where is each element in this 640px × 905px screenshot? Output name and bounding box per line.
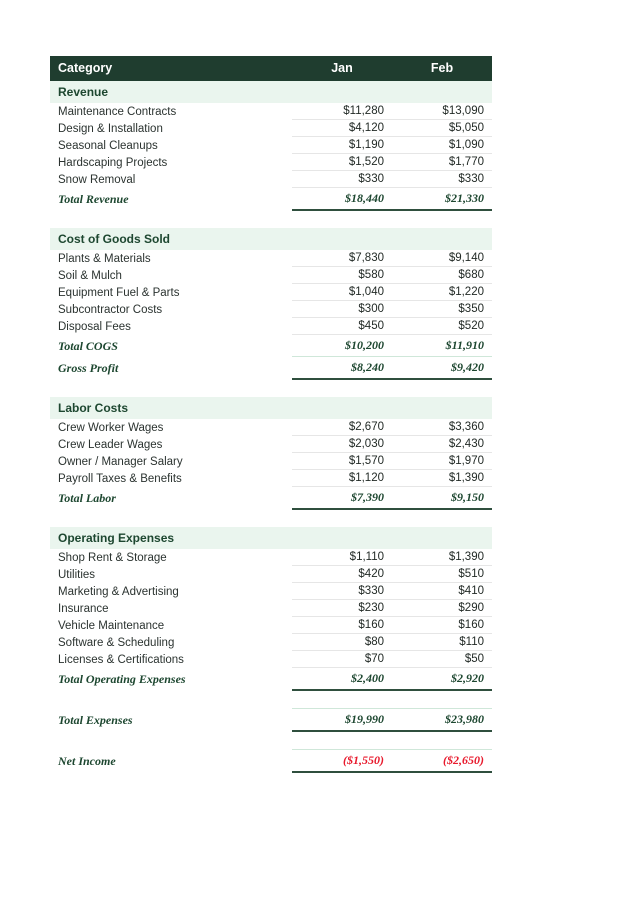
row-value-feb: $3,360	[392, 419, 492, 436]
section-spacer-jan	[292, 527, 392, 549]
section-title: Labor Costs	[50, 397, 292, 419]
table-row[interactable]	[50, 137, 492, 154]
spacer-cell	[292, 379, 392, 397]
section-spacer-jan	[292, 81, 392, 103]
section-header-row	[50, 527, 492, 549]
row-label: Soil & Mulch	[58, 269, 122, 282]
spacer-cell	[50, 731, 292, 750]
table-row[interactable]	[50, 301, 492, 318]
table-row[interactable]	[50, 318, 492, 335]
table-body	[50, 81, 492, 772]
row-value-jan: $1,040	[292, 284, 392, 301]
spacer-cell	[292, 210, 392, 228]
table-row[interactable]	[50, 600, 492, 617]
row-value-feb: $9,140	[392, 250, 492, 267]
table-row[interactable]	[50, 453, 492, 470]
row-label: Insurance	[58, 602, 109, 615]
row-label: Marketing & Advertising	[58, 585, 179, 598]
total-row	[50, 357, 492, 380]
table-row[interactable]	[50, 267, 492, 284]
column-header-jan[interactable]: Jan	[292, 56, 392, 81]
row-label: Disposal Fees	[58, 320, 131, 333]
total-value-jan: ($1,550)	[292, 750, 392, 773]
section-spacer-feb	[392, 527, 492, 549]
row-value-jan: $1,190	[292, 137, 392, 154]
section-header-row	[50, 228, 492, 250]
spacer-cell	[392, 690, 492, 709]
total-label: Total Operating Expenses	[58, 672, 186, 686]
row-label: Hardscaping Projects	[58, 156, 168, 169]
table-row[interactable]	[50, 103, 492, 120]
table-row[interactable]	[50, 284, 492, 301]
spacer-cell	[50, 509, 292, 527]
row-value-jan: $580	[292, 267, 392, 284]
section-spacer-jan	[292, 228, 392, 250]
row-label: Design & Installation	[58, 122, 163, 135]
row-value-feb: $1,390	[392, 470, 492, 487]
row-label: Owner / Manager Salary	[58, 455, 183, 468]
total-label: Total Expenses	[58, 713, 133, 727]
row-value-jan: $230	[292, 600, 392, 617]
row-value-feb: $160	[392, 617, 492, 634]
spacer-cell	[50, 690, 292, 709]
table-row[interactable]	[50, 651, 492, 668]
row-value-jan: $11,280	[292, 103, 392, 120]
total-value-jan: $10,200	[292, 335, 392, 357]
row-value-jan: $70	[292, 651, 392, 668]
table-row[interactable]	[50, 436, 492, 453]
total-value-jan: $19,990	[292, 709, 392, 732]
row-value-jan: $330	[292, 583, 392, 600]
row-value-feb: $1,970	[392, 453, 492, 470]
total-row	[50, 335, 492, 357]
profit-and-loss-sheet	[50, 56, 492, 773]
row-value-feb: $5,050	[392, 120, 492, 137]
row-label: Utilities	[58, 568, 96, 581]
row-label: Licenses & Certifications	[58, 653, 184, 666]
section-title: Revenue	[50, 81, 292, 103]
total-value-jan: $18,440	[292, 188, 392, 211]
row-value-jan: $300	[292, 301, 392, 318]
total-row	[50, 487, 492, 510]
spacer-cell	[392, 509, 492, 527]
row-value-jan: $2,670	[292, 419, 392, 436]
row-value-feb: $330	[392, 171, 492, 188]
row-label: Plants & Materials	[58, 252, 151, 265]
total-row	[50, 668, 492, 691]
row-value-feb: $13,090	[392, 103, 492, 120]
total-value-jan: $2,400	[292, 668, 392, 691]
spacer-cell	[392, 210, 492, 228]
row-value-feb: $350	[392, 301, 492, 318]
row-value-jan: $450	[292, 318, 392, 335]
total-value-feb: $9,420	[392, 357, 492, 380]
spacer-row	[50, 509, 492, 527]
table-row[interactable]	[50, 120, 492, 137]
table-header	[50, 56, 492, 81]
row-label: Shop Rent & Storage	[58, 551, 167, 564]
total-row	[50, 750, 492, 773]
section-title: Cost of Goods Sold	[50, 228, 292, 250]
total-row	[50, 188, 492, 211]
spacer-cell	[292, 690, 392, 709]
spacer-cell	[50, 210, 292, 228]
row-value-jan: $1,520	[292, 154, 392, 171]
spacer-cell	[292, 509, 392, 527]
spacer-cell	[50, 379, 292, 397]
row-value-feb: $50	[392, 651, 492, 668]
row-label: Payroll Taxes & Benefits	[58, 472, 182, 485]
total-value-feb: ($2,650)	[392, 750, 492, 773]
row-value-jan: $420	[292, 566, 392, 583]
table-row[interactable]	[50, 470, 492, 487]
row-value-feb: $290	[392, 600, 492, 617]
table-row[interactable]	[50, 171, 492, 188]
table-row[interactable]	[50, 634, 492, 651]
table-row[interactable]	[50, 549, 492, 566]
total-value-jan: $8,240	[292, 357, 392, 380]
row-label: Software & Scheduling	[58, 636, 175, 649]
total-value-feb: $11,910	[392, 335, 492, 357]
row-label: Vehicle Maintenance	[58, 619, 165, 632]
total-row	[50, 709, 492, 732]
spacer-row	[50, 690, 492, 709]
column-header-feb[interactable]: Feb	[392, 56, 492, 81]
row-value-jan: $2,030	[292, 436, 392, 453]
total-value-feb: $23,980	[392, 709, 492, 732]
table-row[interactable]	[50, 154, 492, 171]
table-row[interactable]	[50, 617, 492, 634]
spacer-cell	[392, 379, 492, 397]
section-spacer-feb	[392, 81, 492, 103]
row-value-jan: $1,570	[292, 453, 392, 470]
total-label: Total Labor	[58, 491, 116, 505]
spacer-cell	[392, 731, 492, 750]
section-spacer-feb	[392, 228, 492, 250]
section-spacer-jan	[292, 397, 392, 419]
row-value-feb: $680	[392, 267, 492, 284]
spacer-row	[50, 210, 492, 228]
total-value-feb: $9,150	[392, 487, 492, 510]
row-value-jan: $1,110	[292, 549, 392, 566]
total-value-jan: $7,390	[292, 487, 392, 510]
row-value-jan: $4,120	[292, 120, 392, 137]
table-row[interactable]	[50, 583, 492, 600]
spacer-row	[50, 379, 492, 397]
row-value-feb: $1,090	[392, 137, 492, 154]
row-label: Snow Removal	[58, 173, 136, 186]
row-value-feb: $2,430	[392, 436, 492, 453]
row-label: Subcontractor Costs	[58, 303, 163, 316]
section-title: Operating Expenses	[50, 527, 292, 549]
row-value-feb: $1,220	[392, 284, 492, 301]
row-label: Crew Worker Wages	[58, 421, 164, 434]
row-value-jan: $80	[292, 634, 392, 651]
section-header-row	[50, 397, 492, 419]
total-label: Gross Profit	[58, 361, 119, 375]
total-value-feb: $21,330	[392, 188, 492, 211]
row-label: Crew Leader Wages	[58, 438, 163, 451]
table-row[interactable]	[50, 250, 492, 267]
row-value-feb: $110	[392, 634, 492, 651]
section-header-row	[50, 81, 492, 103]
total-value-feb: $2,920	[392, 668, 492, 691]
row-value-jan: $7,830	[292, 250, 392, 267]
table-row[interactable]	[50, 419, 492, 436]
profit-and-loss-table	[50, 56, 492, 773]
row-label: Equipment Fuel & Parts	[58, 286, 180, 299]
table-row[interactable]	[50, 566, 492, 583]
total-label: Net Income	[58, 754, 116, 768]
section-spacer-feb	[392, 397, 492, 419]
header-row	[50, 56, 492, 81]
row-label: Maintenance Contracts	[58, 105, 177, 118]
column-header-category[interactable]: Category	[50, 56, 292, 81]
row-value-feb: $1,390	[392, 549, 492, 566]
row-value-feb: $510	[392, 566, 492, 583]
row-value-jan: $160	[292, 617, 392, 634]
row-value-jan: $1,120	[292, 470, 392, 487]
row-label: Seasonal Cleanups	[58, 139, 158, 152]
spacer-cell	[292, 731, 392, 750]
row-value-feb: $410	[392, 583, 492, 600]
total-label: Total COGS	[58, 338, 118, 353]
spacer-row	[50, 731, 492, 750]
total-label: Total Revenue	[58, 192, 129, 206]
row-value-feb: $520	[392, 318, 492, 335]
row-value-feb: $1,770	[392, 154, 492, 171]
row-value-jan: $330	[292, 171, 392, 188]
